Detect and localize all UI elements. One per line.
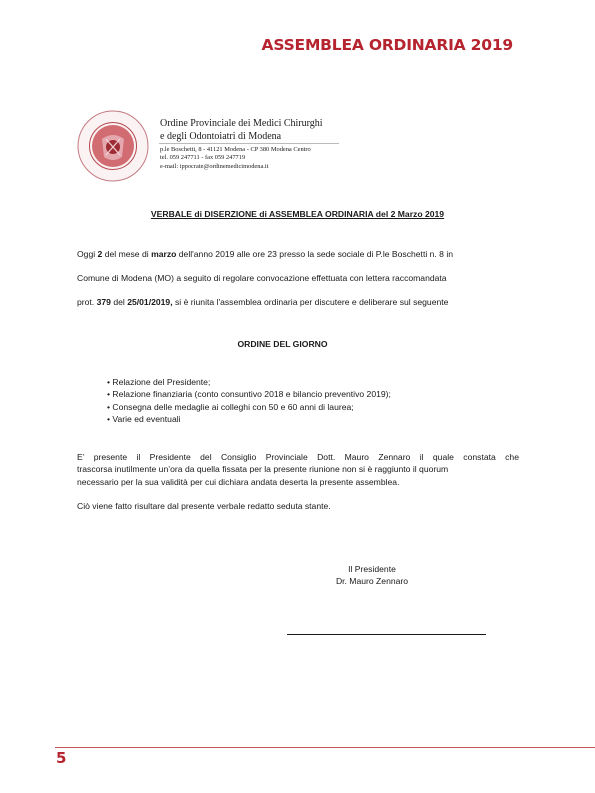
presence-line: trascorsa inutilmente un’ora da quella fissata per la presente riunione non si è raggiunto il quorum <box>77 464 449 475</box>
agenda-item: • Relazione del Presidente; <box>107 377 211 387</box>
agenda-item: • Varie ed eventuali <box>107 414 181 425</box>
agenda-item: • Consegna delle medaglie ai colleghi con 50 e 60 anni di laurea; <box>107 401 354 412</box>
presence-paragraph <box>77 451 519 488</box>
closing-statement: Ciò viene fatto risultare dal presente verbale redatto seduta stante. <box>77 501 331 511</box>
signature-block <box>327 563 417 588</box>
signature-name: Dr. Mauro Zennaro <box>335 576 409 587</box>
letterhead-contacts <box>160 146 350 171</box>
intro-line-3: prot. 379 del 25/01/2019, si è riunita l'assemblea ordinaria per discutere e deliberare sul seguente <box>77 297 449 307</box>
intro-line-2: Comune di Modena (MO) a seguito di regolare convocazione effettuata con lettera raccomandata <box>77 273 447 283</box>
presence-line: necessario per la sua validità per cui dichiara andata deserta la presente assemblea. <box>77 476 400 487</box>
letterhead-email: e-mail: ippocrate@ordinemedicimodena.it <box>160 162 269 170</box>
letterhead <box>76 109 344 183</box>
agenda-title: ORDINE DEL GIORNO <box>237 339 328 349</box>
medical-order-seal-icon <box>76 109 150 183</box>
page-number: 5 <box>56 749 67 767</box>
intro-line-1: Oggi 2 del mese di marzo dell'anno 2019 alle ore 23 presso la sede sociale di P.le Boschetti n. 8 in <box>77 249 454 259</box>
signature-line <box>287 634 486 635</box>
letterhead-name-line: e degli Odontoiatri di Modena <box>160 131 282 142</box>
letterhead-divider <box>159 143 339 144</box>
signature-role: Il Presidente <box>348 564 396 574</box>
letterhead-name-line: Ordine Provinciale dei Medici Chirurghi <box>160 118 323 129</box>
presence-line: E’ presente il Presidente del Consiglio Provinciale Dott. Mauro Zennaro il quale constata che <box>77 452 519 462</box>
letterhead-address: p.le Boschetti, 8 - 41121 Modena - CP 380 Modena Centro <box>160 146 311 153</box>
agenda-item: • Relazione finanziaria (conto consuntivo 2018 e bilancio preventivo 2019); <box>107 389 391 400</box>
footer-divider <box>55 747 595 748</box>
agenda-list <box>107 376 391 426</box>
letterhead-phone: tel. 059 247711 - fax 059 247719 <box>160 154 246 162</box>
letterhead-organization-name <box>160 117 350 143</box>
document-header-title: ASSEMBLEA ORDINARIA 2019 <box>261 36 513 54</box>
verbale-title: VERBALE di DISERZIONE di ASSEMBLEA ORDINARIA del 2 Marzo 2019 <box>150 209 445 219</box>
